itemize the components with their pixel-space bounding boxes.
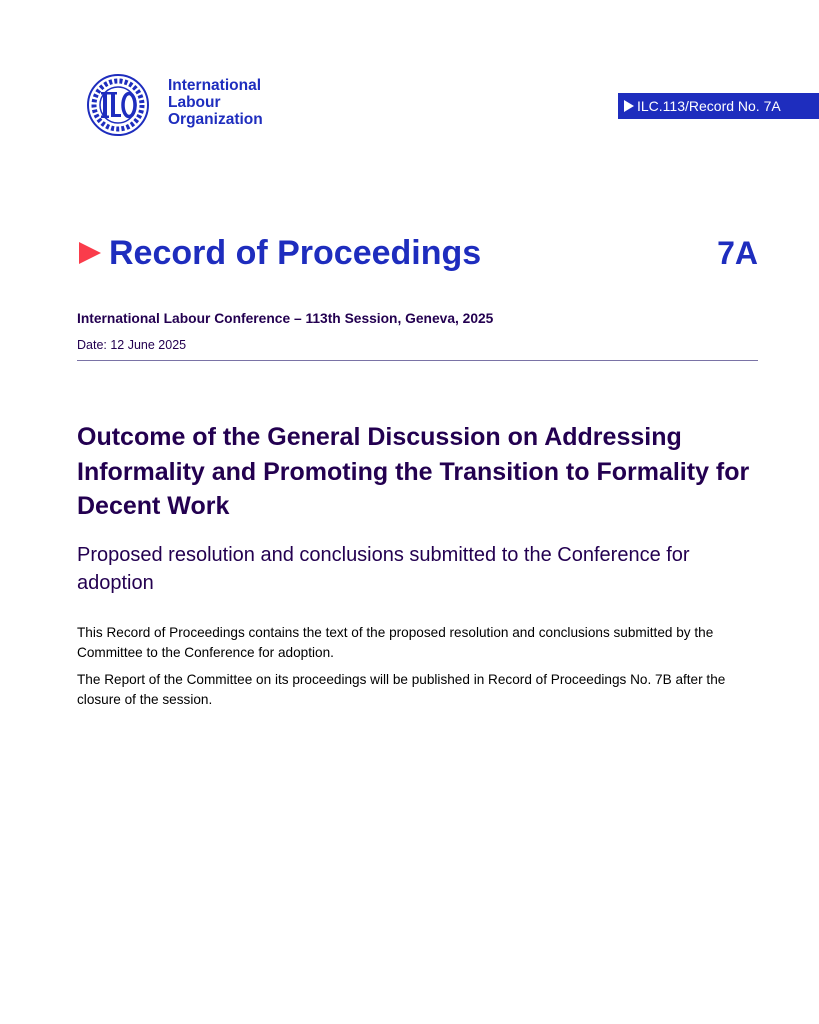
document-reference-label: ILC.113/Record No. 7A bbox=[637, 98, 781, 114]
record-number: 7A bbox=[717, 235, 758, 271]
paragraph-report-note: The Report of the Committee on its proceedings will be published in Record of Proceedings No. 7B after the closure of the session. bbox=[77, 672, 726, 707]
document-reference-tag bbox=[618, 93, 819, 119]
organization-name-line-3: Organization bbox=[168, 111, 263, 128]
paragraph-contents-note: This Record of Proceedings contains the text of the proposed resolution and conclusions submitted by the Committee to the Conference for adoption. bbox=[77, 625, 714, 660]
arrow-right-icon bbox=[79, 242, 101, 264]
triangle-right-icon bbox=[624, 100, 634, 112]
document-title: Outcome of the General Discussion on Addressing Informality and Promoting the Transition to Formality for Decent Work bbox=[77, 423, 750, 520]
title-row bbox=[77, 231, 758, 277]
date-line: Date: 12 June 2025 bbox=[77, 338, 187, 352]
organization-name-line-1: International bbox=[168, 77, 262, 94]
page-title: Record of Proceedings bbox=[109, 234, 482, 272]
ilo-logo bbox=[77, 70, 159, 140]
organization-name bbox=[168, 77, 263, 128]
conference-line: International Labour Conference – 113th Session, Geneva, 2025 bbox=[77, 311, 494, 326]
organization-name-line-2: Labour bbox=[168, 94, 221, 111]
document-subtitle: Proposed resolution and conclusions submitted to the Conference for adoption bbox=[77, 544, 690, 594]
divider bbox=[77, 360, 758, 361]
